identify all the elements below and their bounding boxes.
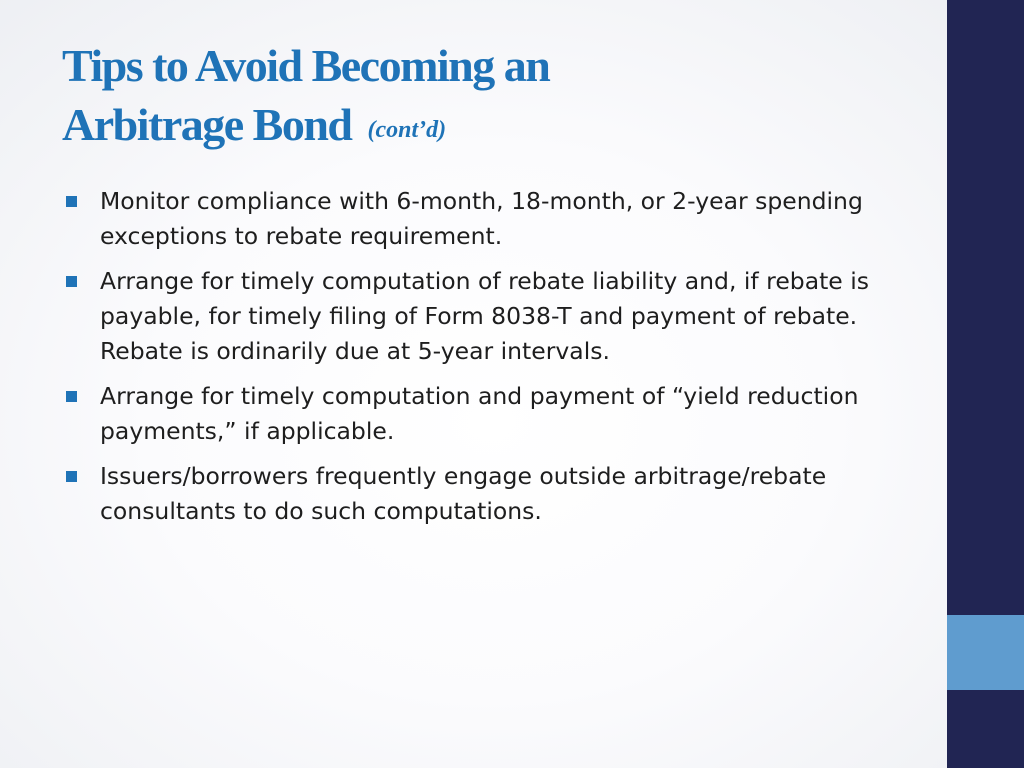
square-bullet-icon <box>66 471 77 482</box>
bullet-item <box>66 184 886 254</box>
slide-title-line-2 <box>62 95 922 160</box>
bullet-list <box>66 184 886 539</box>
bullet-text: Arrange for timely computation of rebate liability and, if rebate is payable, for timely filing of Form 8038-T and payment of rebate. Rebate is ordinarily due at 5-year intervals. <box>100 267 870 365</box>
slide-title-line-2-text: Arbitrage Bond <box>62 99 352 150</box>
side-accent-block <box>947 615 1024 690</box>
bullet-item <box>66 379 886 449</box>
slide-title <box>62 36 922 160</box>
square-bullet-icon <box>66 196 77 207</box>
bullet-text: Arrange for timely computation and payment of “yield reduction payments,” if applicable. <box>100 382 859 445</box>
square-bullet-icon <box>66 391 77 402</box>
bullet-item <box>66 264 886 369</box>
bullet-text: Issuers/borrowers frequently engage outside arbitrage/rebate consultants to do such computations. <box>100 462 827 525</box>
side-decoration-bar <box>947 0 1024 768</box>
slide-title-line-1: Tips to Avoid Becoming an <box>62 40 550 91</box>
bullet-text: Monitor compliance with 6-month, 18-month, or 2-year spending exceptions to rebate requirement. <box>100 187 863 250</box>
title-continued-label: (cont’d) <box>367 117 447 143</box>
bullet-item <box>66 459 886 529</box>
square-bullet-icon <box>66 276 77 287</box>
